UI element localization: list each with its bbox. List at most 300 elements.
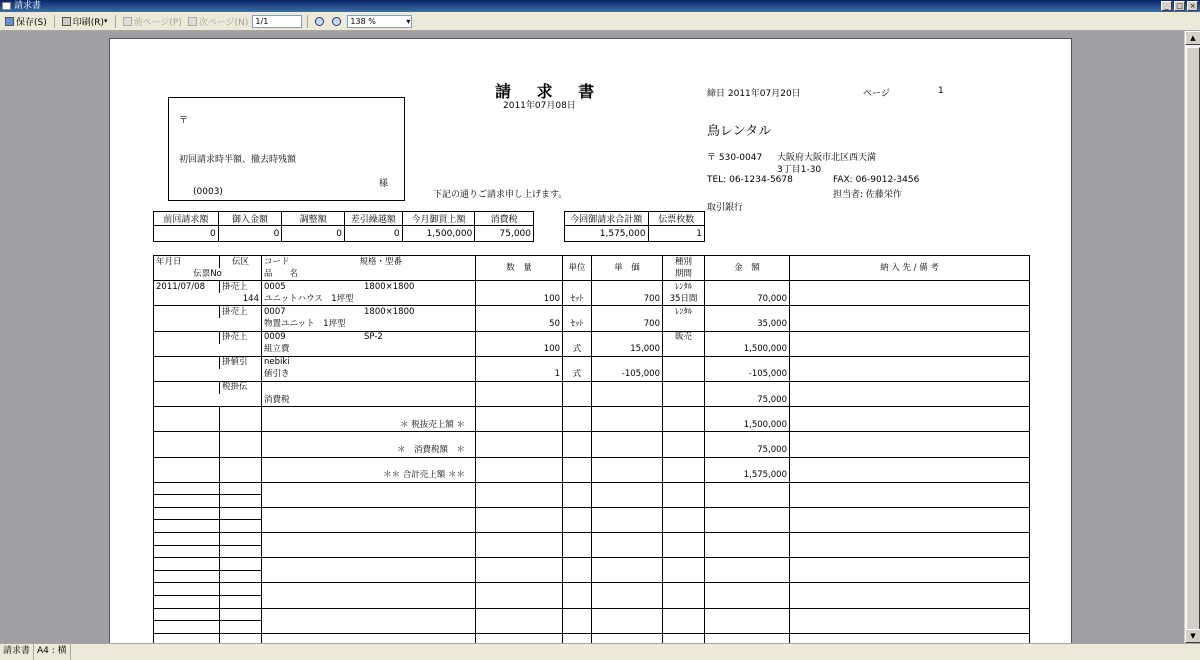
- cell-kind: [663, 457, 705, 470]
- cell-code-spec: [262, 281, 476, 294]
- empty-cell: [476, 533, 563, 546]
- scroll-up-icon[interactable]: ▲: [1185, 31, 1200, 45]
- cell-note: [790, 318, 1030, 331]
- empty-cell: [220, 545, 262, 558]
- header-note: 納 入 先 / 備 考: [790, 256, 1030, 281]
- cell-date: [154, 444, 220, 457]
- empty-cell: [592, 558, 663, 571]
- table-row: [154, 281, 1030, 294]
- empty-cell: [790, 621, 1030, 634]
- empty-cell: [154, 545, 220, 558]
- cell-slip-type: [220, 407, 262, 420]
- cell-price: -105,000: [592, 369, 663, 382]
- page-number: 1: [938, 86, 944, 96]
- summary-table: [153, 211, 534, 242]
- table-row: [154, 306, 1030, 319]
- company-tel: TEL: 06-1234-5678: [707, 175, 793, 185]
- empty-cell: [563, 507, 592, 520]
- cell-note: [790, 331, 1030, 344]
- table-row: [154, 331, 1030, 344]
- cell-code-spec: [262, 432, 476, 445]
- cell-price: [592, 444, 663, 457]
- empty-cell: [592, 533, 663, 546]
- next-page-icon: [188, 17, 197, 26]
- honorific: 様: [379, 179, 389, 189]
- window-controls: [1161, 1, 1198, 11]
- summary-header: 消費税: [475, 212, 534, 226]
- cell-amount-top: [705, 432, 790, 445]
- header-amount: 金 額: [705, 256, 790, 281]
- empty-cell: [154, 621, 220, 634]
- cell-note: [790, 407, 1030, 420]
- empty-cell: [592, 495, 663, 508]
- cell-period: [663, 470, 705, 483]
- staff-name: 担当者: 佐藤栄作: [833, 190, 902, 200]
- cell-date: [154, 457, 220, 470]
- chevron-down-icon[interactable]: ▾: [104, 17, 108, 25]
- cell-date: [154, 381, 220, 394]
- empty-cell: [705, 570, 790, 583]
- cell-quantity-top: [476, 331, 563, 344]
- document-title: 請 求 書: [495, 82, 605, 101]
- prev-page-icon: [123, 17, 132, 26]
- empty-cell: [262, 633, 476, 643]
- empty-cell: [563, 495, 592, 508]
- empty-cell: [476, 570, 563, 583]
- empty-cell: [705, 495, 790, 508]
- status-paper: A4 : 横: [34, 644, 71, 660]
- cell-slip-no: [154, 344, 262, 357]
- cell-unit: [563, 470, 592, 483]
- status-document: 請求書: [0, 644, 34, 660]
- empty-cell: [220, 570, 262, 583]
- cell-date: 2011/07/08: [154, 281, 220, 294]
- empty-cell: [220, 482, 262, 495]
- cell-quantity-top: [476, 407, 563, 420]
- cell-quantity-top: [476, 306, 563, 319]
- cell-unit-top: [563, 407, 592, 420]
- summary-header: 今月御買上額: [402, 212, 475, 226]
- cell-code: nebiki: [264, 357, 290, 368]
- cell-amount-top: [705, 281, 790, 294]
- empty-cell: [790, 482, 1030, 495]
- cell-note: [790, 444, 1030, 457]
- cell-note: [790, 344, 1030, 357]
- scroll-down-icon[interactable]: ▼: [1185, 629, 1200, 643]
- cell-code-spec: [262, 381, 476, 394]
- cell-period: [663, 394, 705, 407]
- customer-code: (0003): [193, 187, 223, 197]
- empty-cell: [790, 633, 1030, 643]
- cell-item-name: 物置ユニット 1坪型: [262, 318, 476, 331]
- cell-price: [592, 470, 663, 483]
- prev-page-button[interactable]: 前ページ(P): [121, 14, 184, 29]
- empty-row: [154, 533, 1030, 546]
- cell-slip-type: [220, 432, 262, 445]
- empty-cell: [592, 507, 663, 520]
- cell-amount-top: [705, 356, 790, 369]
- cell-amount-top: [705, 331, 790, 344]
- empty-cell: [262, 596, 476, 609]
- cell-slip-no: [154, 318, 262, 331]
- empty-cell: [154, 596, 220, 609]
- cell-unit-top: [563, 432, 592, 445]
- summary-header: 伝票枚数: [648, 212, 704, 226]
- cell-date: [154, 356, 220, 369]
- zoom-out-button[interactable]: [330, 14, 345, 29]
- cell-spec: SP-2: [364, 332, 383, 343]
- toolbar-separator: [115, 15, 116, 28]
- empty-cell: [790, 558, 1030, 571]
- cell-unit: [563, 419, 592, 432]
- empty-cell: [592, 608, 663, 621]
- cell-note: [790, 306, 1030, 319]
- empty-cell: [262, 495, 476, 508]
- total-row: [154, 470, 1030, 483]
- empty-cell: [790, 507, 1030, 520]
- cell-price-top: [592, 407, 663, 420]
- empty-cell: [220, 633, 262, 643]
- cell-unit: ｾｯﾄ: [563, 293, 592, 306]
- cell-period: [663, 444, 705, 457]
- empty-cell: [790, 596, 1030, 609]
- cell-unit-top: [563, 381, 592, 394]
- window-title: 請求書: [14, 1, 42, 11]
- vertical-scrollbar[interactable]: [1184, 31, 1200, 643]
- cell-price-top: [592, 457, 663, 470]
- cell-price: 700: [592, 318, 663, 331]
- cell-spec: 1800×1800: [364, 281, 415, 292]
- empty-cell: [262, 545, 476, 558]
- cell-price-top: [592, 331, 663, 344]
- summary-header: 御入金額: [218, 212, 282, 226]
- empty-cell: [220, 583, 262, 596]
- page-number-input[interactable]: 1/1: [252, 15, 302, 28]
- total-row: [154, 419, 1030, 432]
- cell-note: [790, 394, 1030, 407]
- empty-cell: [563, 545, 592, 558]
- empty-cell: [663, 621, 705, 634]
- cell-amount-top: [705, 407, 790, 420]
- header-unit: 単位: [563, 256, 592, 281]
- invoice-page: [109, 38, 1072, 643]
- empty-cell: [563, 596, 592, 609]
- summary-value: 0: [154, 226, 219, 242]
- empty-cell: [592, 520, 663, 533]
- cell-note: [790, 432, 1030, 445]
- cell-unit-top: [563, 457, 592, 470]
- empty-cell: [476, 495, 563, 508]
- cell-period: [663, 318, 705, 331]
- total-amount: 75,000: [705, 444, 790, 457]
- cell-slip-no: [154, 369, 262, 382]
- summary-value: 1,575,000: [565, 226, 649, 242]
- empty-cell: [592, 596, 663, 609]
- summary-value: 75,000: [475, 226, 534, 242]
- total-row: [154, 432, 1030, 445]
- empty-cell: [592, 621, 663, 634]
- cell-note: [790, 381, 1030, 394]
- cell-price-top: [592, 432, 663, 445]
- cell-code: 0005: [264, 281, 286, 292]
- total-label: ＊＊ 合計売上額 ＊＊: [262, 470, 476, 483]
- cell-code-spec: [262, 331, 476, 344]
- empty-cell: [476, 558, 563, 571]
- empty-cell: [262, 570, 476, 583]
- cell-quantity: 1: [476, 369, 563, 382]
- cell-spec: 1800×1800: [364, 306, 415, 317]
- cell-kind: [663, 407, 705, 420]
- empty-cell: [262, 507, 476, 520]
- empty-cell: [220, 558, 262, 571]
- cell-period: [663, 369, 705, 382]
- empty-cell: [154, 482, 220, 495]
- cell-note: [790, 419, 1030, 432]
- empty-cell: [220, 507, 262, 520]
- close-button[interactable]: ×: [1187, 1, 1198, 11]
- total-label: ＊ 消費税額 ＊: [262, 444, 476, 457]
- summary-header: 前回請求額: [154, 212, 219, 226]
- empty-cell: [220, 596, 262, 609]
- cell-price-top: [592, 356, 663, 369]
- cell-slip-type: 掛値引: [220, 356, 262, 369]
- cell-unit: 式: [563, 369, 592, 382]
- table-row: [154, 381, 1030, 394]
- empty-cell: [663, 482, 705, 495]
- cell-date: [154, 331, 220, 344]
- page-label: ページ: [863, 89, 890, 99]
- table-row: [154, 394, 1030, 407]
- cell-note: [790, 470, 1030, 483]
- cell-quantity: [476, 419, 563, 432]
- cell-amount: 1,500,000: [705, 344, 790, 357]
- empty-cell: [663, 558, 705, 571]
- cell-date: [154, 407, 220, 420]
- empty-cell: [592, 633, 663, 643]
- empty-cell: [705, 507, 790, 520]
- empty-cell: [476, 507, 563, 520]
- empty-cell: [705, 583, 790, 596]
- empty-cell: [154, 520, 220, 533]
- empty-cell: [705, 596, 790, 609]
- cell-price: [592, 419, 663, 432]
- cell-quantity: [476, 394, 563, 407]
- cell-unit-top: [563, 331, 592, 344]
- cell-slip-type: [220, 457, 262, 470]
- empty-cell: [563, 608, 592, 621]
- postal-mark: 〒: [179, 116, 189, 126]
- cell-kind: [663, 381, 705, 394]
- cell-price: 700: [592, 293, 663, 306]
- empty-row: [154, 495, 1030, 508]
- empty-cell: [705, 633, 790, 643]
- zoom-in-icon: [315, 17, 324, 26]
- empty-cell: [262, 533, 476, 546]
- empty-cell: [220, 608, 262, 621]
- empty-cell: [705, 558, 790, 571]
- cell-unit: 式: [563, 344, 592, 357]
- header-price: 単 価: [592, 256, 663, 281]
- empty-cell: [790, 545, 1030, 558]
- empty-cell: [476, 545, 563, 558]
- cell-unit-top: [563, 281, 592, 294]
- empty-cell: [476, 583, 563, 596]
- next-page-button[interactable]: 次ページ(N): [186, 14, 251, 29]
- empty-cell: [663, 545, 705, 558]
- save-button[interactable]: 保存(S): [3, 14, 49, 29]
- total-row: [154, 407, 1030, 420]
- empty-cell: [476, 621, 563, 634]
- cell-slip-type: 掛売上: [220, 331, 262, 344]
- cell-kind: ﾚﾝﾀﾙ: [663, 306, 705, 319]
- summary-header: 今回御請求合計額: [565, 212, 649, 226]
- table-row: [154, 369, 1030, 382]
- empty-row: [154, 570, 1030, 583]
- window-titlebar: [0, 0, 1200, 12]
- empty-cell: [663, 520, 705, 533]
- empty-cell: [663, 533, 705, 546]
- empty-cell: [154, 608, 220, 621]
- cell-amount: -105,000: [705, 369, 790, 382]
- cell-code: 0009: [264, 332, 286, 343]
- company-address-2: 3丁目1-30: [777, 165, 822, 175]
- empty-row: [154, 621, 1030, 634]
- empty-cell: [705, 482, 790, 495]
- printer-icon: [62, 17, 71, 26]
- empty-row: [154, 558, 1030, 571]
- cell-date: [154, 432, 220, 445]
- cell-code-spec: [262, 407, 476, 420]
- empty-row: [154, 507, 1030, 520]
- cell-slip-no: 144: [154, 293, 262, 306]
- empty-cell: [154, 583, 220, 596]
- cell-note: [790, 457, 1030, 470]
- summary-value: 0: [218, 226, 282, 242]
- empty-cell: [705, 608, 790, 621]
- empty-cell: [563, 621, 592, 634]
- summary-header: 差引繰越額: [344, 212, 402, 226]
- summary-value: 0: [344, 226, 402, 242]
- empty-row: [154, 545, 1030, 558]
- zoom-out-icon: [332, 17, 341, 26]
- toolbar: [0, 12, 1200, 31]
- cell-quantity-top: [476, 356, 563, 369]
- empty-cell: [262, 621, 476, 634]
- issue-date: 2011年07月08日: [503, 101, 576, 111]
- cell-price-top: [592, 281, 663, 294]
- cell-date: [154, 470, 220, 483]
- zoom-in-button[interactable]: [313, 14, 328, 29]
- empty-row: [154, 520, 1030, 533]
- cell-date: [154, 306, 220, 319]
- cell-code-spec: [262, 306, 476, 319]
- empty-cell: [563, 570, 592, 583]
- company-address-1: 大阪府大阪市北区西天満: [777, 153, 877, 163]
- customer-name: 初回請求時半額、撤去時残額: [179, 155, 297, 165]
- customer-address-box: [168, 97, 405, 201]
- empty-cell: [262, 558, 476, 571]
- company-fax: FAX: 06-9012-3456: [833, 175, 920, 185]
- empty-cell: [592, 583, 663, 596]
- empty-cell: [476, 596, 563, 609]
- cell-note: [790, 369, 1030, 382]
- cell-amount-top: [705, 381, 790, 394]
- cell-amount: 70,000: [705, 293, 790, 306]
- save-icon: [5, 17, 14, 26]
- empty-cell: [663, 633, 705, 643]
- scroll-thumb[interactable]: [1186, 47, 1200, 632]
- cell-unit-top: [563, 356, 592, 369]
- cell-item-name: 組立費: [262, 344, 476, 357]
- cell-unit: [563, 394, 592, 407]
- app-icon: [2, 2, 11, 10]
- header-spec: 規格・型番: [359, 256, 403, 267]
- empty-cell: [476, 482, 563, 495]
- cell-quantity: [476, 444, 563, 457]
- empty-cell: [262, 608, 476, 621]
- empty-cell: [790, 583, 1030, 596]
- empty-cell: [563, 633, 592, 643]
- empty-row: [154, 596, 1030, 609]
- header-slip-no: 伝票No: [154, 268, 262, 281]
- cell-unit: [563, 444, 592, 457]
- cell-code-spec: [262, 356, 476, 369]
- cell-item-name: 消費税: [262, 394, 476, 407]
- cell-slip-type: 掛売上: [220, 281, 262, 294]
- company-zip: 〒 530-0047: [707, 153, 763, 163]
- cell-slip-no: [154, 394, 262, 407]
- maximize-button[interactable]: □: [1174, 1, 1185, 11]
- cell-quantity-top: [476, 432, 563, 445]
- cell-note: [790, 356, 1030, 369]
- cell-quantity: [476, 470, 563, 483]
- header-quantity: 数 量: [476, 256, 563, 281]
- empty-cell: [592, 545, 663, 558]
- preview-area[interactable]: [0, 31, 1184, 643]
- cell-item-name: 値引き: [262, 369, 476, 382]
- empty-cell: [476, 520, 563, 533]
- empty-row: [154, 633, 1030, 643]
- empty-cell: [262, 520, 476, 533]
- empty-cell: [705, 533, 790, 546]
- cell-note: [790, 281, 1030, 294]
- cell-slip-type: 掛売上: [220, 306, 262, 319]
- table-row: [154, 293, 1030, 306]
- table-row: [154, 344, 1030, 357]
- header-code-spec: [262, 256, 476, 269]
- cell-quantity-top: [476, 281, 563, 294]
- greeting-text: 下記の通りご請求申し上げます。: [433, 190, 568, 200]
- closing-date: 締日 2011年07月20日: [707, 89, 801, 99]
- minimize-button[interactable]: _: [1161, 1, 1172, 11]
- empty-cell: [220, 495, 262, 508]
- summary-value: 1: [648, 226, 704, 242]
- detail-table: [153, 255, 1030, 643]
- empty-cell: [705, 621, 790, 634]
- empty-cell: [154, 570, 220, 583]
- print-button[interactable]: 印刷(R) ▾: [60, 14, 110, 29]
- cell-date: [154, 419, 220, 432]
- summary-header: 調整額: [282, 212, 345, 226]
- empty-cell: [705, 520, 790, 533]
- total-amount: 1,500,000: [705, 419, 790, 432]
- cell-period: 35日間: [663, 293, 705, 306]
- cell-quantity: 100: [476, 344, 563, 357]
- header-code: コード: [264, 256, 290, 267]
- empty-cell: [790, 533, 1030, 546]
- cell-quantity-top: [476, 457, 563, 470]
- zoom-select[interactable]: 138 % ▾: [347, 15, 412, 28]
